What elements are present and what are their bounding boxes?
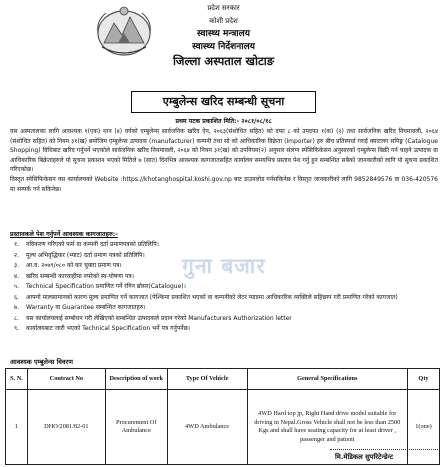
list-item: ४. खरिद सम्बन्धी कारवाहीमा नपरेको स्व-घोषणा पत्र। [14, 272, 135, 280]
body-paragraph-1: यस अस्पतालका लागि आवश्यक १(एक) थान (४) वर्गको एम्बुलेन्स सार्वजनिक खरिद ऐन, २०६३(संशोधित सहित) को दफा ८ को उपदफा १(क) (२) तथा सार्वजनिक खरिद नियमावली, २०६४ (संशोधित सहित) को नियम ३१(ख) बमोजिम एम्बुलेन्स उत्पादक (manufacturer) कम्पनी तथा सो को आधिकारिक विक्रेता (Importer) हरु बीच प्रतिस्पर्धा गराई क्याटलग सपिङ्ग (Catalogue Shopping) विधिबाट खरिद गर्नुपर्ने भएकोले सार्वजनिक खरिद नियमावली, २०६४ को नियम ३१(ख) को उपनियम(२) अनुसार संलग्न स्पेसिफिकेसन अनुसारको एम्बुलेन्स बिक्री गर्न चाहने उत्पादक वा आधिकारिक बिक्रेताहरुले यो सूचना प्रकाशन भएको मितिले ७ (सात) दिनभित्र आवश्यक कागजातसहित कार्यालय समयभित्र प्रस्ताव पेश गर्नु हुन सम्बन्धित सबैको जानकारीको लागि यो सूचना प्रकाशित गरिएकोछ। [10, 128, 438, 174]
documents-heading: प्रस्तावकले पेश गर्नुपर्ने आवश्यक कागजातहरु:- [10, 231, 118, 238]
signature: मि.मेडिकल सुपरिटेन्डेन्ट [335, 453, 394, 461]
notice-body [10, 127, 438, 194]
col-header-specs: General Specifications [247, 369, 408, 390]
header-ministry: स्वास्थ्य मन्त्रालय [197, 29, 250, 39]
col-header-description: Description of work [105, 369, 167, 390]
list-item: १. नविकरण गरिएको फर्म वा कम्पनी दर्ता प्रमाणपत्रको प्रतिलिपि। [14, 241, 159, 248]
list-item: ६. आफ्नो मालसामानको कारण मूल्य प्रमाणित गर्ने कागजात (पेश्किमा प्रकाशित भएको वा कम्पनीको लेटर प्याडमा आधिकारिक व्यक्तिले सहिछाप गरी प्रमाणित गरेको कागजात) [14, 293, 398, 301]
publish-date: प्रथम पटक प्रकाशित मिति:- २०८१/०८/१८ [175, 118, 272, 125]
header-directorate: स्वास्थ्य निर्देशनालय [192, 42, 255, 52]
col-header-sn: S. N. [6, 369, 28, 390]
header-government: प्रदेश सरकार [207, 4, 240, 12]
cell-description: Procurement Of Ambulance [105, 390, 167, 465]
cell-contract-no: DHO/2081/82-01 [27, 390, 105, 465]
list-item: ३. आ.व. २०७९/०८० को कर चुक्ता प्रमाण पत्र। [14, 262, 122, 269]
watermark: गुना बजार [182, 254, 266, 278]
office-header [140, 2, 307, 69]
table-header-row [6, 369, 440, 390]
list-item: ९. कार्यालयबाट जारी भएको Technical Specification भर्ने पत्र गर्नुपर्नेछ। [14, 325, 191, 332]
list-item: ८. यस कार्यालयलाई सम्बोधन गरी लेखिएको सम्बन्धित उत्पादकले प्रदान गरेको Manufacturers Authorization letter [14, 314, 292, 322]
cell-sn: 1 [6, 390, 28, 465]
notice-title: एम्बुलेन्स खरिद सम्बन्धी सूचना [131, 91, 316, 113]
col-header-contract: Contract No [27, 369, 105, 390]
body-paragraph-2: विस्तृत स्पेसिफिकेसन यस कार्यालयको Website :https://khotanghospital.koshi.gov.np बाट डाउनलोड गर्नसकिनेछ र विस्तृत जानकारीको लागि 9852849576 वा 036-420576 मा सम्पर्क गर्न सकिनेछ। [10, 175, 438, 193]
table-heading: आवश्यक एम्बुलेन्स विवरण [10, 358, 73, 366]
list-item: ५. Technical Specification प्रमाणित गर्ने रंगिन ब्रोसर(Catalogue)। [14, 283, 186, 290]
signature-line [330, 449, 440, 450]
col-header-vehicle: Type Of Vehicle [167, 369, 247, 390]
header-hospital: जिल्ला अस्पताल खोटाङ [172, 54, 275, 68]
ambulance-spec-table [5, 368, 440, 465]
cell-vehicle: 4WD Ambulance [167, 390, 247, 465]
cell-qty: 1(one) [408, 390, 440, 465]
cell-specs: 4WD Hard top jp, Right Hand drive model suitable for driving in Nepal.Gross Vehicle shall not be less than 2500 Kgs and shall have seating capacity for at least driver , passenger and patient [247, 390, 408, 465]
header-province: कोशी प्रदेश [209, 17, 238, 25]
col-header-qty: Qty [408, 369, 440, 390]
list-item: ७. Warranty वा Guarantee सम्बन्धित कागजातहरु। [14, 304, 146, 311]
list-item: २. मूल्य अभिवृद्धिकर (भ्याट) दर्ता प्रमाण पत्रको प्रतिलिपि। [14, 251, 145, 259]
